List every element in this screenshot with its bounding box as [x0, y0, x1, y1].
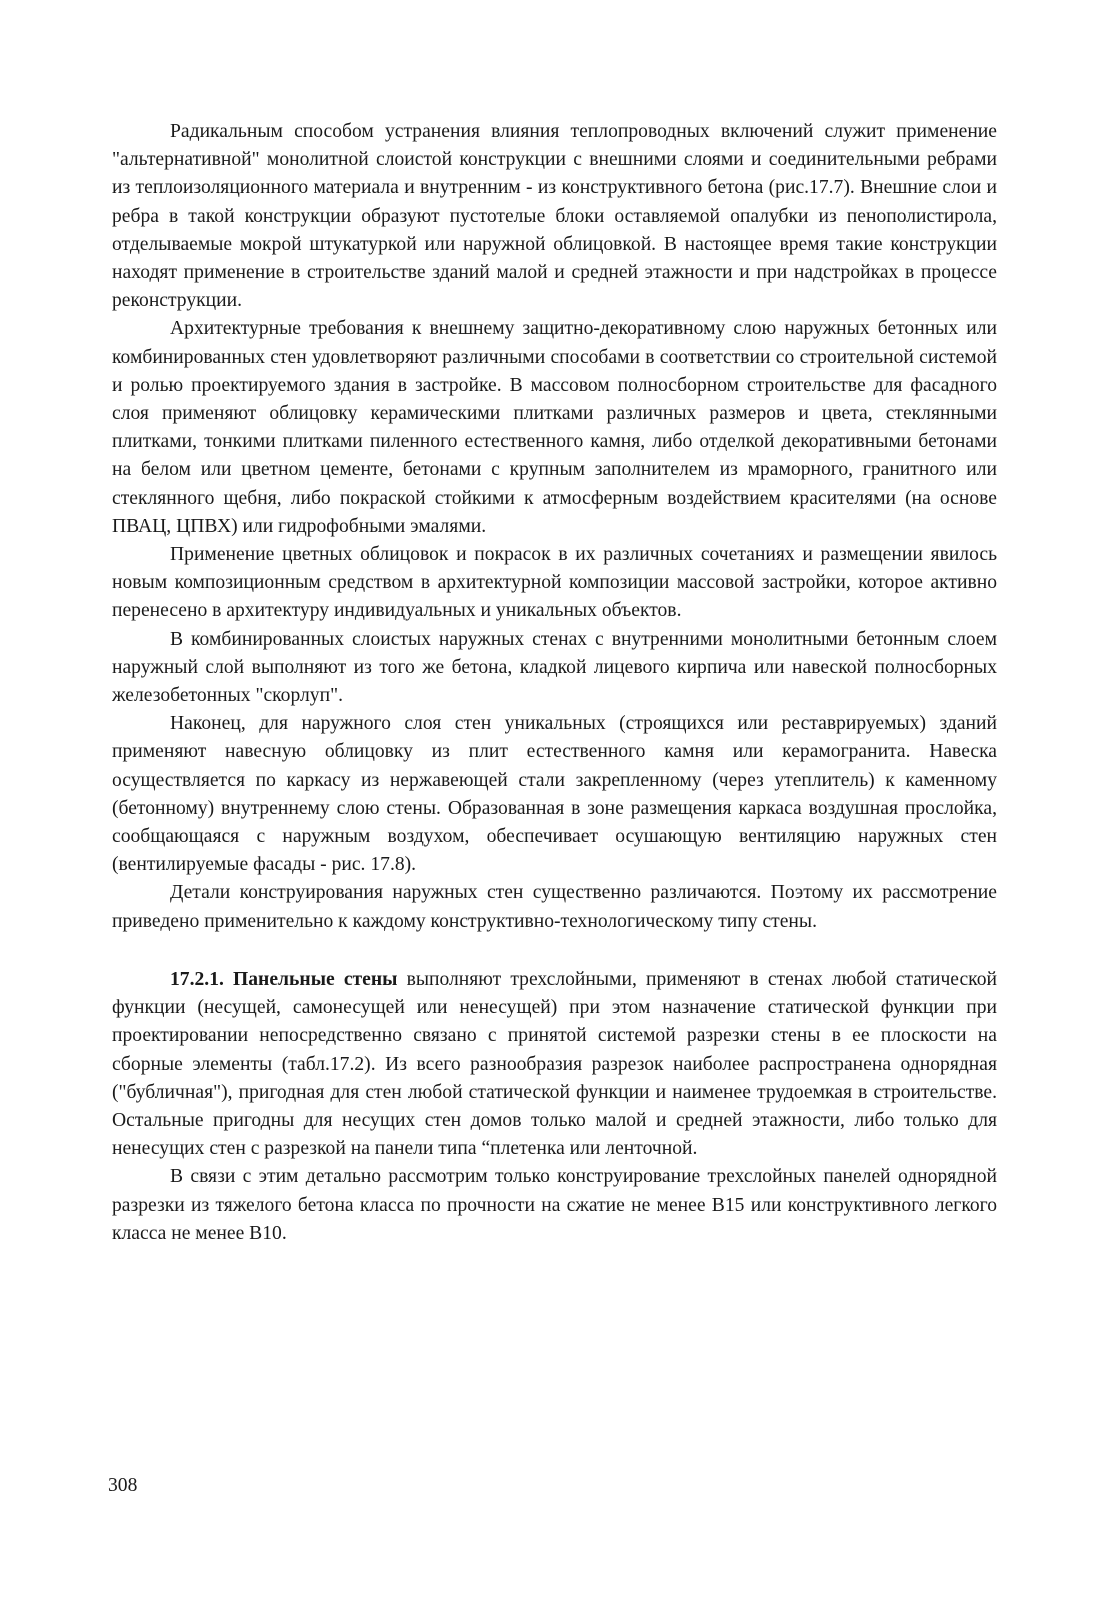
body-paragraph-2: Архитектурные требования к внешнему защитно-декоративному слою наружных бетонных или комбинированных стен удовлетворяют различными способами в соответствии со строительной системой и ролью проектируемого здания в застройке. В массовом полносборном строительстве для фасадного слоя применяют облицовку керамическими плитками различных размеров и цвета, стеклянными плитками, тонкими плитками пиленного естественного камня, либо отделкой декоративными бетонами на белом или цветном цементе, бетонами с крупным заполнителем из мраморного, гранитного или стеклянного щебня, либо покраской стойкими к атмосферным воздействием красителями (на основе ПВАЦ, ЦПВХ) или гидрофобными эмалями.	[112, 318, 997, 537]
body-paragraph-3: Применение цветных облицовок и покрасок в их различных сочетаниях и размещении явилось новым композиционным средством в архитектурной композиции массовой застройки, которое активно перенесено в архитектуру индивидуальных и уникальных объектов.	[112, 544, 997, 622]
section-paragraph-2: В связи с этим детально рассмотрим только конструирование трехслойных панелей однорядной разрезки из тяжелого бетона класса по прочности на сжатие не менее В15 или конструктивного легкого класса не менее В10.	[112, 1166, 997, 1244]
section-paragraph-1	[112, 966, 997, 1163]
section-paragraph-1-text: выполняют трехслойными, применяют в стенах любой статической функции (несущей, самонесущей или ненесущей) при этом назначение статической функции при проектировании непосредственно связано с принятой системой разрезки стены в ее плоскости на сборные элементы (табл.17.2). Из всего разнообразия разрезок наиболее распространена однорядная ("бубличная"), пригодная для стен любой статической функции и наименее трудоемкая в строительстве. Остальные пригодны для несущих стен домов только малой и средней этажности, либо только для ненесущих стен с разрезкой на панели типа “плетенка или ленточной.	[112, 968, 997, 1160]
body-paragraph-5: Наконец, для наружного слоя стен уникальных (строящихся или реставрируемых) зданий применяют навесную облицовку из плит естественного камня или керамогранита. Навеска осуществляется по каркасу из нержавеющей стали закрепленному (через утеплитель) к каменному (бетонному) внутреннему слою стены. Образованная в зоне размещения каркаса воздушная прослойка, сообщающаяся с наружным воздухом, обеспечивает осушающую вентиляцию наружных стен (вентилируемые фасады - рис. 17.8).	[112, 713, 997, 876]
body-paragraph-6: Детали конструирования наружных стен существенно различаются. Поэтому их рассмотрение приведено применительно к каждому конструктивно-технологическому типу стены.	[112, 882, 997, 932]
body-paragraph-4: В комбинированных слоистых наружных стенах с внутренними монолитными бетонным слоем наружный слой выполняют из того же бетона, кладкой лицевого кирпича или навеской полносборных железобетонных "скорлуп".	[112, 628, 997, 707]
page-number: 308	[108, 1475, 138, 1496]
body-paragraph-1: Радикальным способом устранения влияния теплопроводных включений служит применение "альтернативной" монолитной слоистой конструкции с внешними слоями и соединительными ребрами из теплоизоляционного материала и внутренним - из конструктивного бетона (рис.17.7). Внешние слои и ребра в такой конструкции образуют пустотелые блоки оставляемой опалубки из пенополистирола, отделываемые мокрой штукатуркой или наружной облицовкой. В настоящее время такие конструкции находят применение в строительстве зданий малой и средней этажности и при надстройках в процессе реконструкции.	[112, 121, 997, 312]
section-heading: 17.2.1. Панельные стены	[170, 968, 398, 990]
document-page	[112, 118, 997, 1248]
